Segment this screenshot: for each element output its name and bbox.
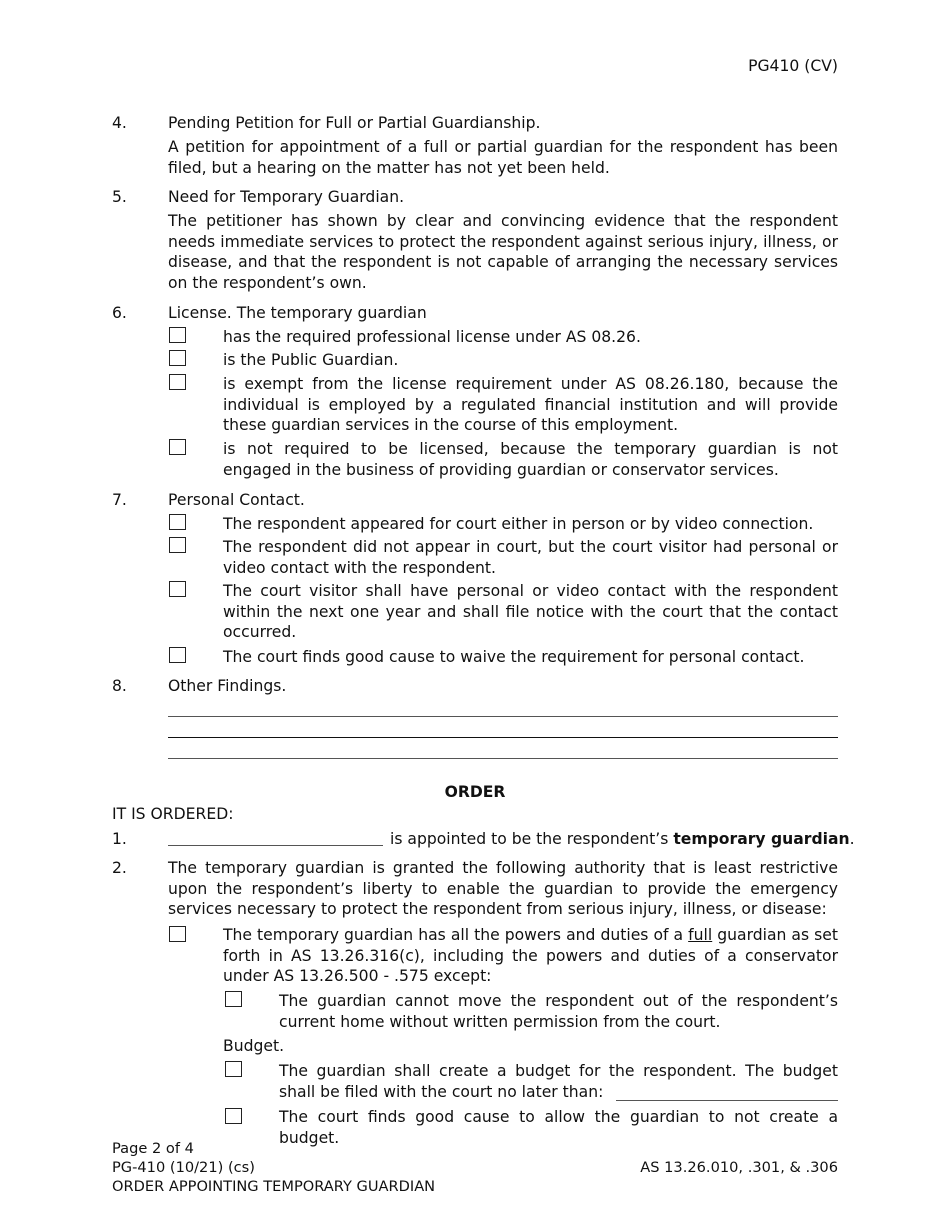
license-exempt-checkbox[interactable] bbox=[169, 374, 186, 390]
except-move-label: The guardian cannot move the respondent out of the respondent’s current home without written permission from the court. bbox=[279, 992, 838, 1031]
order-2-number: 2. bbox=[112, 859, 127, 877]
budget-create-checkbox[interactable] bbox=[225, 1061, 242, 1077]
contact-waive-checkbox[interactable] bbox=[169, 647, 186, 663]
contact-appeared-label: The respondent appeared for court either in person or by video connection. bbox=[223, 515, 814, 533]
finding-5-title: Need for Temporary Guardian. bbox=[168, 188, 405, 206]
footer-left bbox=[112, 1139, 435, 1196]
license-public-guardian-checkbox[interactable] bbox=[169, 350, 186, 366]
contact-visitor-checkbox[interactable] bbox=[169, 537, 186, 553]
finding-6-number: 6. bbox=[112, 304, 127, 322]
finding-4-body: A petition for appointment of a full or partial guardian for the respondent has been filed, but a hearing on the matter has not yet been held. bbox=[168, 138, 838, 177]
finding-5-body: The petitioner has shown by clear and convincing evidence that the respondent needs immediate services to protect the respondent against serious injury, illness, or disease, and that the respondent is not capable of arranging the necessary services on the respondent’s own. bbox=[168, 212, 838, 292]
finding-7-title: Personal Contact. bbox=[168, 491, 305, 509]
except-move-checkbox[interactable] bbox=[225, 991, 242, 1007]
budget-waive-checkbox[interactable] bbox=[225, 1108, 242, 1124]
license-professional-checkbox[interactable] bbox=[169, 327, 186, 343]
license-not-required-label: is not required to be licensed, because the temporary guardian is not engaged in the business of providing guardian or conservator services. bbox=[223, 440, 838, 479]
license-professional-label: has the required professional license under AS 08.26. bbox=[223, 328, 641, 346]
budget-waive-label: The court finds good cause to allow the guardian to not create a budget. bbox=[279, 1108, 838, 1147]
other-findings-line-1[interactable] bbox=[168, 716, 838, 717]
finding-4-title: Pending Petition for Full or Partial Guardianship. bbox=[168, 114, 541, 132]
contact-waive-label: The court finds good cause to waive the requirement for personal contact. bbox=[223, 648, 805, 666]
form-code: PG410 (CV) bbox=[748, 57, 838, 75]
full-powers-checkbox[interactable] bbox=[169, 926, 186, 942]
budget-label: Budget. bbox=[223, 1037, 285, 1055]
full-powers-label: The temporary guardian has all the powers and duties of a full guardian as set forth in AS 13.26.316(c), including the powers and duties of a conservator under AS 13.26.500 - .575 except: bbox=[223, 926, 838, 985]
finding-6-title: License. The temporary guardian bbox=[168, 304, 427, 322]
license-exempt-label: is exempt from the license requirement under AS 08.26.180, because the individual is employed by a regulated financial institution and will provide these guardian services in the course of this employment. bbox=[223, 375, 838, 434]
order-heading: ORDER bbox=[444, 783, 506, 801]
footer-form-id: PG-410 (10/21) (cs) bbox=[112, 1159, 255, 1176]
license-public-guardian-label: is the Public Guardian. bbox=[223, 351, 399, 369]
contact-appeared-checkbox[interactable] bbox=[169, 514, 186, 530]
finding-7-number: 7. bbox=[112, 491, 127, 509]
order-2-text: The temporary guardian is granted the following authority that is least restrictive upon the respondent’s liberty to enable the guardian to provide the emergency services necessary to protect the respondent from serious injury, illness, or disease: bbox=[168, 859, 838, 918]
budget-date-field[interactable] bbox=[616, 1100, 838, 1101]
finding-4-number: 4. bbox=[112, 114, 127, 132]
contact-visitor-label: The respondent did not appear in court, but the court visitor had personal or video contact with the respondent. bbox=[223, 538, 838, 577]
other-findings-line-3[interactable] bbox=[168, 758, 838, 759]
contact-future-checkbox[interactable] bbox=[169, 581, 186, 597]
license-not-required-checkbox[interactable] bbox=[169, 439, 186, 455]
order-1-text: is appointed to be the respondent’s temporary guardian. bbox=[390, 830, 855, 848]
footer-page-number: Page 2 of 4 bbox=[112, 1140, 194, 1157]
other-findings-line-2[interactable] bbox=[168, 737, 838, 738]
finding-8-title: Other Findings. bbox=[168, 677, 287, 695]
order-1-number: 1. bbox=[112, 830, 127, 848]
guardian-name-field[interactable] bbox=[168, 845, 383, 846]
order-intro: IT IS ORDERED: bbox=[112, 805, 234, 823]
finding-5-number: 5. bbox=[112, 188, 127, 206]
finding-8-number: 8. bbox=[112, 677, 127, 695]
budget-create-label: The guardian shall create a budget for the respondent. The budget shall be filed with the court no later than: bbox=[279, 1062, 838, 1101]
footer-statute: AS 13.26.010, .301, & .306 bbox=[640, 1159, 838, 1176]
footer-form-title: ORDER APPOINTING TEMPORARY GUARDIAN bbox=[112, 1178, 436, 1195]
contact-future-label: The court visitor shall have personal or video contact with the respondent within the next one year and shall file notice with the court that the contact occurred. bbox=[223, 582, 838, 641]
